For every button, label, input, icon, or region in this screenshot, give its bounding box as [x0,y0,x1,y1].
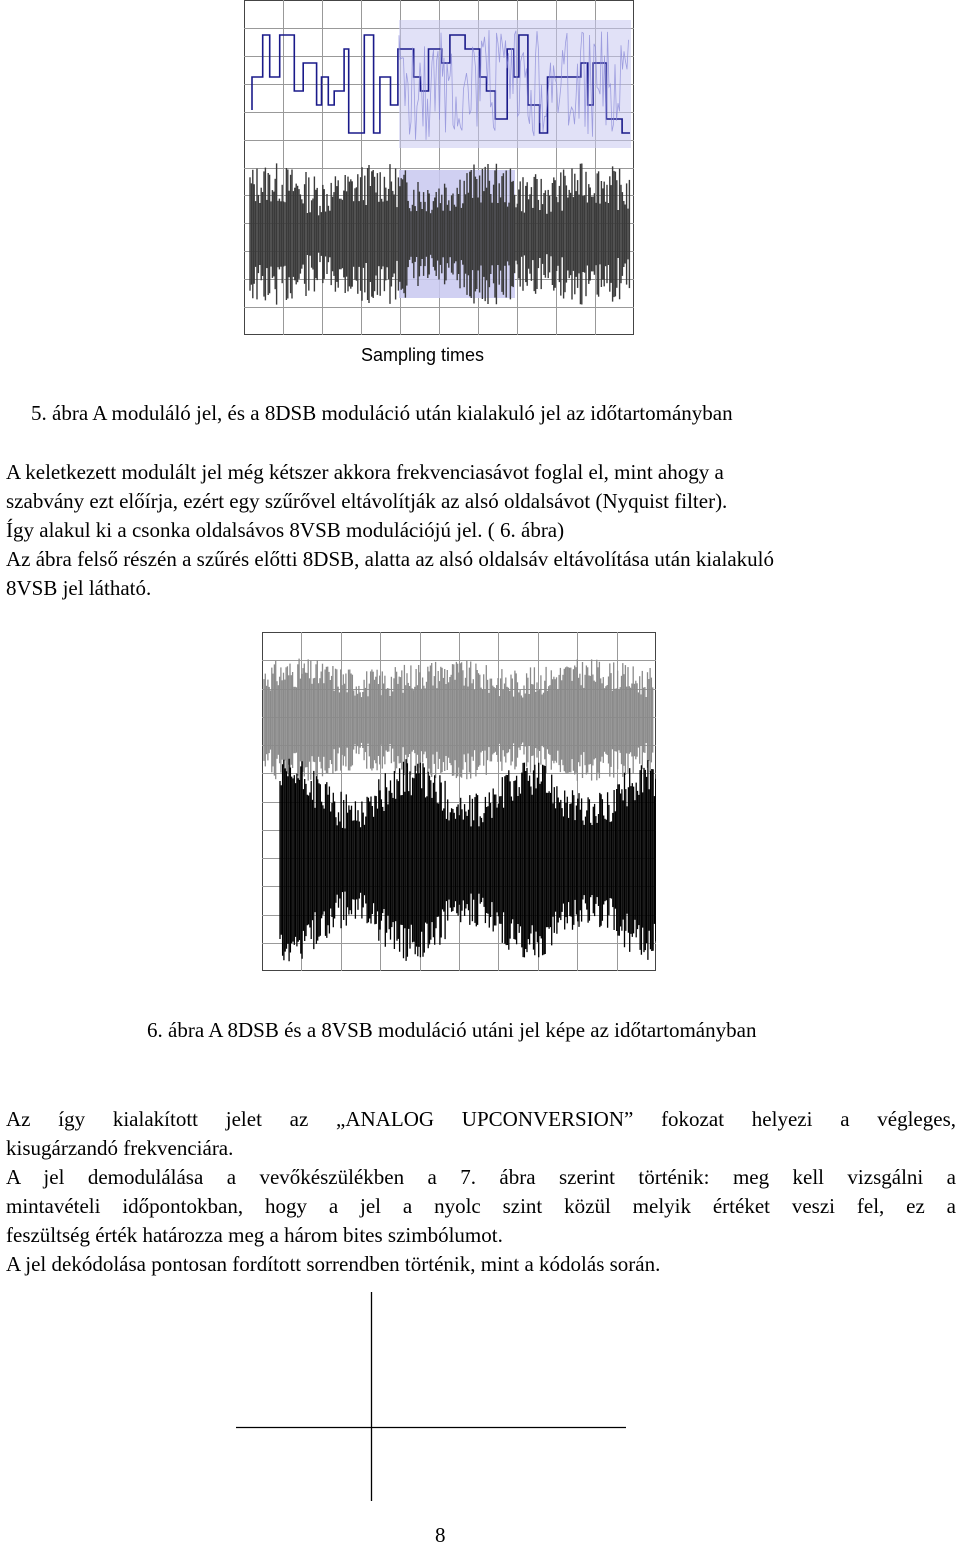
figure-5-axis-label: Sampling times [361,345,485,365]
paragraph-2-line-2: kisugárzandó frekvenciára. [6,1136,234,1160]
paragraph-1-line-5: 8VSB jel látható. [6,576,152,600]
paragraph-1-line-2: szabvány ezt előírja, ezért egy szűrővel eltávolítják az alsó oldalsávot (Nyquist filter). [6,489,728,513]
paragraph-2-line-3: A jel demodulálása a vevőkészülékben a 7. ábra szerint történik: meg kell vizsgálni a [6,1165,956,1189]
figure-5-caption: 5. ábra A moduláló jel, és a 8DSB moduláció után kialakuló jel az időtartományban [31,401,733,425]
figure-6-oscilloscope [262,632,656,972]
paragraph-1-line-1: A keletkezett modulált jel még kétszer akkora frekvenciasávot foglal el, mint ahogy a [6,460,724,484]
figure-5-highlight-band-top [399,20,631,148]
paragraph-2-line-4: mintavételi időpontokban, hogy a jel a nyolc szint közül melyik értéket veszi fel, ez a [6,1194,956,1218]
figure-5-oscilloscope [244,0,634,336]
paragraph-1-line-3: Így alakul ki a csonka oldalsávos 8VSB modulációjú jel. ( 6. ábra) [6,518,565,542]
paragraph-2-line-6: A jel dekódolása pontosan fordított sorrendben történik, mint a kódolás során. [6,1252,661,1276]
figure-7-axes [230,1290,630,1505]
paragraph-1-line-4: Az ábra felső részén a szűrés előtti 8DSB, alatta az alsó oldalsáv eltávolítása után kialakuló [6,547,774,571]
paragraph-2-line-5: feszültség érték határozza meg a három bites szimbólumot. [6,1223,503,1247]
page-number: 8 [435,1523,446,1547]
paragraph-2-line-1: Az így kialakított jelet az „ANALOG UPCONVERSION” fokozat helyezi a végleges, [6,1107,956,1131]
figure-6-caption: 6. ábra A 8DSB és a 8VSB moduláció utáni jel képe az időtartományban [147,1018,757,1042]
